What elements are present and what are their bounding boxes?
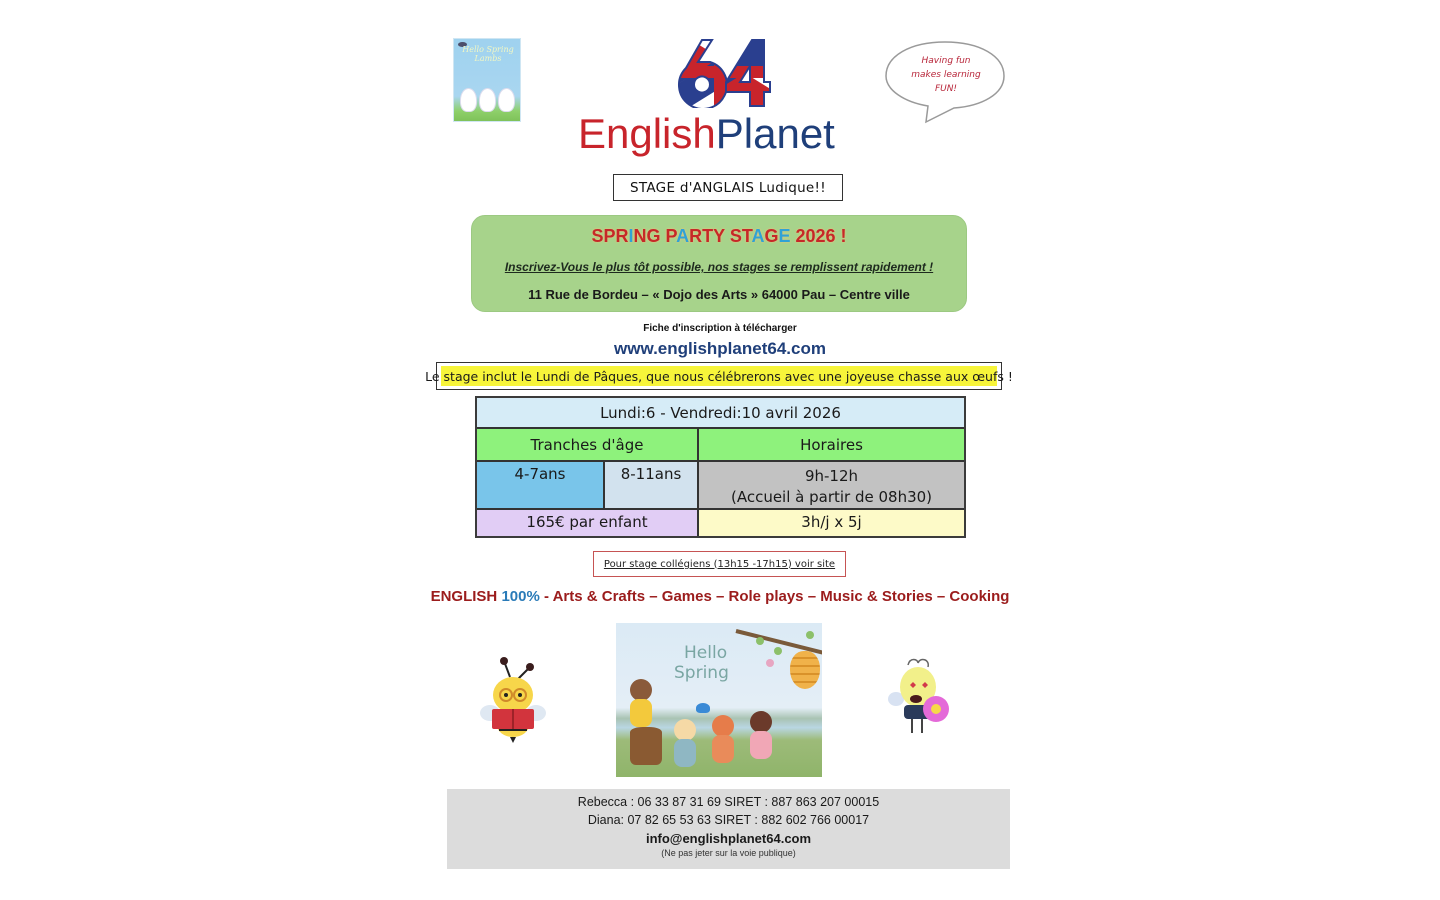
blossom-icon [766,659,774,667]
header-age-groups: Tranches d'âge [477,429,697,460]
bubble-line: FUN! [934,84,958,94]
tree-stump-icon [630,727,662,765]
reading-bee-icon [480,655,546,743]
activities-percent: 100% [501,588,540,605]
duration: 3h/j x 5j [699,510,964,536]
child-body [750,731,772,759]
stage-subtitle: STAGE d'ANGLAIS Ludique!! [613,174,843,201]
child-body [630,699,652,727]
title-segment: E [778,226,791,246]
child-icon [750,711,772,733]
schedule-dates: Lundi:6 - Vendredi:10 avril 2026 [477,398,964,427]
title-segment: NG P [633,226,677,246]
schedule-times [699,462,964,508]
contact-diana: Diana: 07 82 65 53 63 SIRET : 882 602 766 00017 [587,813,870,827]
easter-note: Le stage inclut le Lundi de Pâques, que nous célébrerons avec une joyeuse chasse aux œufs ! [441,366,997,386]
title-segment: G [764,226,779,246]
activities-list: - Arts & Crafts – Games – Role plays – Music & Stories – Cooking [539,588,1010,605]
spring-book-cover-image [453,38,521,122]
title-segment: SPR [591,226,629,246]
child-icon [630,679,652,701]
easter-note-box [425,362,1013,390]
brand-english: English [578,110,716,157]
child-icon [674,719,696,741]
caption-line: Spring [674,663,729,683]
lamb-icon [498,88,515,112]
speech-bubble-text [896,54,996,96]
download-label: Fiche d'inscription à télécharger [643,323,797,334]
address: 11 Rue de Bordeu – « Dojo des Arts » 64000 Pau – Centre ville [528,287,910,302]
child-body [712,735,734,763]
brand-name [578,108,868,160]
college-stage-note[interactable]: Pour stage collégiens (13h15 -17h15) voir site [593,551,846,577]
title-segment: RTY ST [689,226,752,246]
schedule-table [475,396,966,538]
hello-spring-caption [674,643,729,683]
title-segment: A [751,226,765,246]
child-body [674,739,696,767]
contact-email[interactable]: info@englishplanet64.com [645,831,812,846]
butterfly-icon [696,703,710,713]
title-segment: A [676,226,690,246]
age-group-4-7: 4-7ans [477,462,603,508]
bubble-line: makes learning [911,70,981,80]
hello-spring-illustration [616,623,822,777]
lamb-icon [479,88,496,112]
title-segment: I [628,226,634,246]
bee-with-flower-icon [888,655,954,741]
lamb-icon [460,88,477,112]
title-segment: 2026 ! [790,226,847,246]
leaf-icon [806,631,814,639]
book-title: Hello Spring Lambs [462,45,514,63]
header-hours: Horaires [699,429,964,460]
logo-64-union-jack-icon [668,38,772,108]
activities-prefix: ENGLISH [430,588,502,605]
spring-party-title [471,226,967,247]
brand-planet: Planet [715,110,835,157]
child-icon [712,715,734,737]
register-note: Inscrivez-Vous le plus tôt possible, nos stages se remplissent rapidement ! [504,260,934,274]
activities-line [420,588,1020,605]
disclaimer: (Ne pas jeter sur la voie publique) [661,848,796,858]
beehive-icon [790,651,820,689]
age-group-8-11: 8-11ans [605,462,697,508]
bubble-line: Having fun [921,56,971,66]
leaf-icon [756,637,764,645]
leaf-icon [774,647,782,655]
caption-line: Hello [684,643,728,663]
website-link[interactable]: www.englishplanet64.com [614,339,826,358]
price: 165€ par enfant [477,510,697,536]
contact-rebecca: Rebecca : 06 33 87 31 69 SIRET : 887 863 207 00015 [577,795,880,809]
time-range: 9h-12h [804,466,859,485]
welcome-time: (Accueil à partir de 08h30) [730,487,933,506]
